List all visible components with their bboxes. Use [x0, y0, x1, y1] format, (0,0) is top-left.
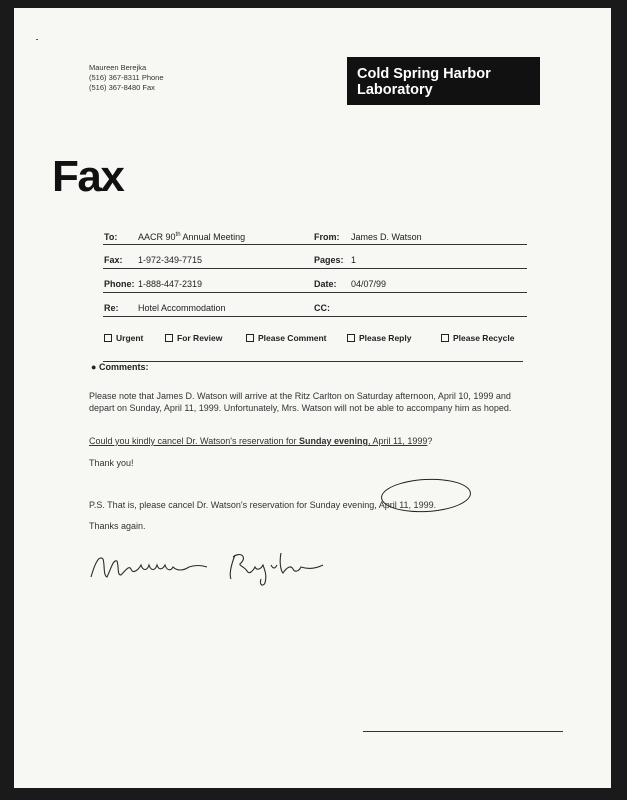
- divider: [103, 244, 527, 245]
- from-label: From:: [314, 232, 340, 242]
- pages-value: 1: [351, 255, 357, 265]
- bottom-rule: [363, 731, 563, 732]
- date-field: [314, 279, 386, 289]
- pages-label: Pages:: [314, 255, 344, 265]
- body-p2-end: ?: [427, 436, 433, 446]
- body-paragraph-1: Please note that James D. Watson will arrive at the Ritz Carlton on Saturday afternoon, April 10, 1999 and depart on Sunday, April 11, 1999. Unfortunately, Mrs. Watson will not be able to accompany him as hoped.: [89, 391, 512, 413]
- logo-line-2: Laboratory: [357, 82, 433, 98]
- checkbox-icon: [104, 334, 112, 342]
- body-paragraph-5: Thanks again.: [89, 521, 146, 531]
- to-field: [104, 232, 245, 242]
- phone-value: 1-888-447-2319: [138, 279, 203, 289]
- fax-value: 1-972-349-7715: [138, 255, 203, 265]
- checkbox-please-reply[interactable]: [347, 333, 411, 343]
- re-field: [104, 303, 226, 313]
- body-p2-pre: Could you kindly cancel Dr. Watson's reservation for: [89, 436, 299, 446]
- body-paragraph-4: P.S. That is, please cancel Dr. Watson's reservation for Sunday evening, April 11, 1999.: [89, 500, 437, 510]
- body-paragraph-3: Thank you!: [89, 458, 134, 468]
- from-field: [314, 232, 422, 242]
- to-value-pre: AACR 90: [138, 232, 176, 242]
- comments-heading-text: Comments:: [98, 362, 149, 372]
- cc-field: [314, 303, 330, 313]
- divider: [103, 292, 527, 293]
- checkbox-label: For Review: [177, 333, 223, 343]
- body-paragraph-2: [89, 436, 519, 448]
- date-value: 04/07/99: [351, 279, 387, 289]
- checkbox-icon: [441, 334, 449, 342]
- phone-label: Phone:: [104, 279, 135, 289]
- phone-field: [104, 279, 202, 289]
- checkbox-for-review[interactable]: [165, 333, 222, 343]
- scan-speck: [36, 39, 38, 40]
- body-p2-bold: Sunday evening: [298, 436, 369, 446]
- to-label: To:: [104, 232, 118, 242]
- checkbox-icon: [347, 334, 355, 342]
- fax-label: Fax:: [104, 255, 123, 265]
- divider: [103, 361, 523, 362]
- re-label: Re:: [104, 303, 119, 313]
- fax-field: [104, 255, 202, 265]
- comments-heading: [91, 362, 148, 372]
- checkbox-label: Please Comment: [258, 333, 327, 343]
- checkbox-icon: [165, 334, 173, 342]
- bullet-icon: ●: [91, 362, 97, 372]
- divider: [103, 316, 527, 317]
- sender-phone: (516) 367-8311 Phone: [89, 73, 164, 82]
- checkbox-label: Please Reply: [359, 333, 412, 343]
- body-p2-post: , April 11, 1999: [368, 436, 428, 446]
- sender-block: [89, 63, 164, 93]
- date-label: Date:: [314, 279, 337, 289]
- to-value-sup: th: [175, 232, 181, 238]
- divider: [103, 268, 527, 269]
- checkbox-urgent[interactable]: [104, 333, 143, 343]
- page-title: Fax: [52, 152, 124, 201]
- logo-line-1: Cold Spring Harbor: [357, 66, 491, 82]
- checkbox-label: Please Recycle: [453, 333, 515, 343]
- cshl-logo: [347, 57, 540, 105]
- re-value: Hotel Accommodation: [138, 303, 226, 313]
- handwritten-signature: [85, 535, 335, 590]
- checkbox-please-recycle[interactable]: [441, 333, 514, 343]
- checkbox-label: Urgent: [116, 333, 144, 343]
- sender-fax: (516) 367-8480 Fax: [89, 83, 155, 92]
- checkbox-icon: [246, 334, 254, 342]
- checkbox-please-comment[interactable]: [246, 333, 327, 343]
- from-value: James D. Watson: [351, 232, 422, 242]
- to-value-post: Annual Meeting: [180, 232, 246, 242]
- cc-label: CC:: [314, 303, 330, 313]
- pages-field: [314, 255, 356, 265]
- sender-name: Maureen Berejka: [89, 63, 147, 72]
